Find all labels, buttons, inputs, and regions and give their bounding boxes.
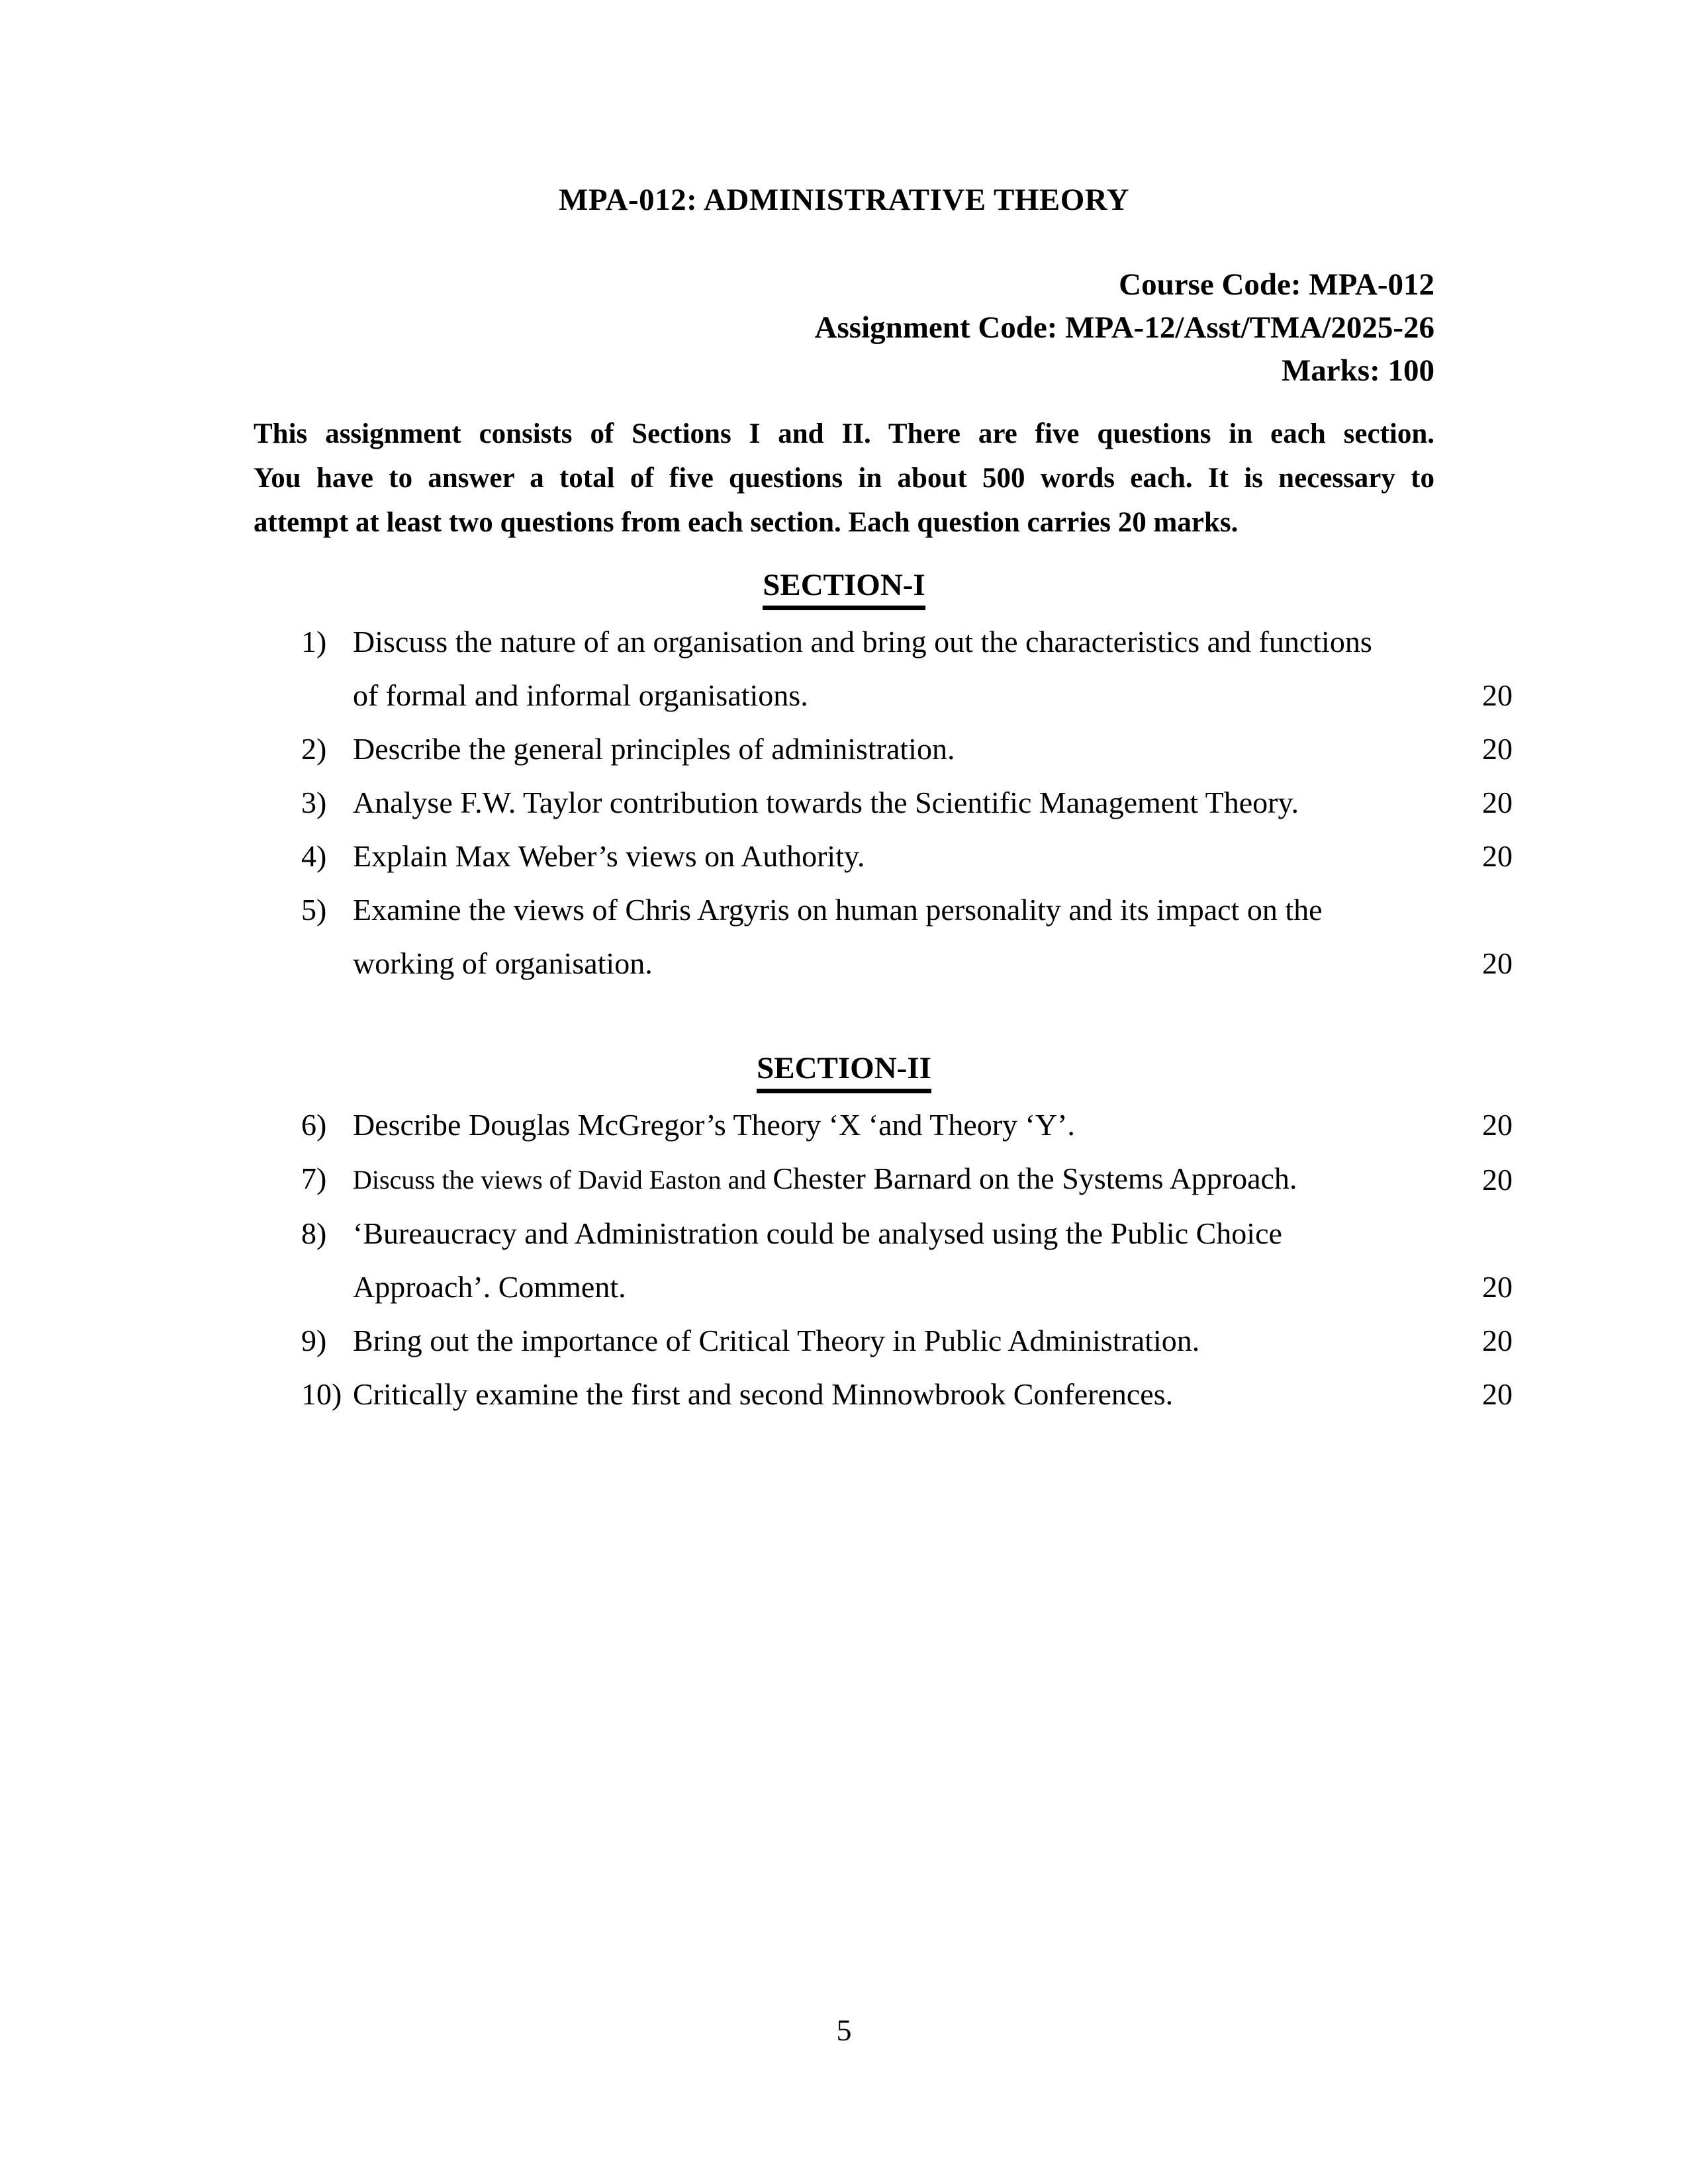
question-3-marks: 20 [1482,786,1513,819]
question-1-marks: 20 [1482,678,1513,712]
question-4-text: Explain Max Weber’s views on Authority. [353,839,865,873]
question-3-text: Analyse F.W. Taylor contribution towards the Scientific Management Theory. [353,786,1299,819]
question-7-text-small: Discuss the views of David Easton and [353,1165,773,1195]
question-5 [301,883,1513,990]
question-10-number: 10) [301,1377,342,1411]
question-5-marks: 20 [1482,946,1513,980]
question-1-number: 1) [301,625,327,659]
instructions-paragraph [254,412,1434,545]
section-1-heading [0,568,1688,610]
instruction-line: You have to answer a total of five questions in about 500 words each. It is necessary to [254,463,1434,494]
question-6 [301,1098,1513,1152]
page-number: 5 [836,2013,852,2047]
question-7 [301,1152,1513,1206]
section-1-heading-text: SECTION-I [763,568,925,610]
marks-total: Marks: 100 [1281,353,1434,388]
question-8-text: ‘Bureaucracy and Administration could be analysed using the Public Choice [353,1216,1282,1250]
question-4-number: 4) [301,839,327,873]
header-codes [815,263,1434,392]
question-8-text: Approach’. Comment. [353,1270,626,1304]
question-10 [301,1367,1513,1421]
question-8-number: 8) [301,1216,327,1250]
assignment-code: Assignment Code: MPA-12/Asst/TMA/2025-26 [814,310,1434,345]
question-8-marks: 20 [1482,1270,1513,1304]
instruction-line: attempt at least two questions from each section. Each question carries 20 marks. [254,507,1239,538]
question-6-text: Describe Douglas McGregor’s Theory ‘X ‘and Theory ‘Y’. [353,1108,1075,1142]
section-2-questions [301,1098,1513,1421]
section-2-heading-text: SECTION-II [757,1051,931,1093]
page-title: MPA-012: ADMINISTRATIVE THEORY [558,183,1129,217]
section-1-questions [301,615,1513,990]
question-2-number: 2) [301,732,327,766]
question-2-text: Describe the general principles of administration. [353,732,955,766]
question-3 [301,776,1513,829]
question-9-number: 9) [301,1324,327,1357]
question-1 [301,615,1513,722]
question-1-text: Discuss the nature of an organisation and bring out the characteristics and functions [353,625,1372,659]
question-2 [301,722,1513,776]
question-9-marks: 20 [1482,1324,1513,1357]
instruction-line: This assignment consists of Sections I and II. There are five questions in each section. [254,418,1434,449]
question-5-text: working of organisation. [353,946,653,980]
question-6-number: 6) [301,1108,327,1142]
question-10-text: Critically examine the first and second Minnowbrook Conferences. [353,1377,1174,1411]
question-7-number: 7) [301,1161,327,1195]
question-5-text: Examine the views of Chris Argyris on human personality and its impact on the [353,893,1323,927]
question-7-text [353,1152,1513,1206]
question-7-text-rest: Chester Barnard on the Systems Approach. [773,1161,1297,1195]
question-8 [301,1206,1513,1314]
question-3-number: 3) [301,786,327,819]
question-4-marks: 20 [1482,839,1513,873]
question-1-text: of formal and informal organisations. [353,678,808,712]
question-5-number: 5) [301,893,327,927]
question-2-marks: 20 [1482,732,1513,766]
question-4 [301,829,1513,883]
course-code: Course Code: MPA-012 [1119,267,1434,302]
question-7-marks: 20 [1482,1163,1513,1197]
question-10-marks: 20 [1482,1377,1513,1411]
section-2-heading [0,1051,1688,1093]
question-6-marks: 20 [1482,1108,1513,1142]
question-9-text: Bring out the importance of Critical Theory in Public Administration. [353,1324,1200,1357]
question-9 [301,1314,1513,1367]
